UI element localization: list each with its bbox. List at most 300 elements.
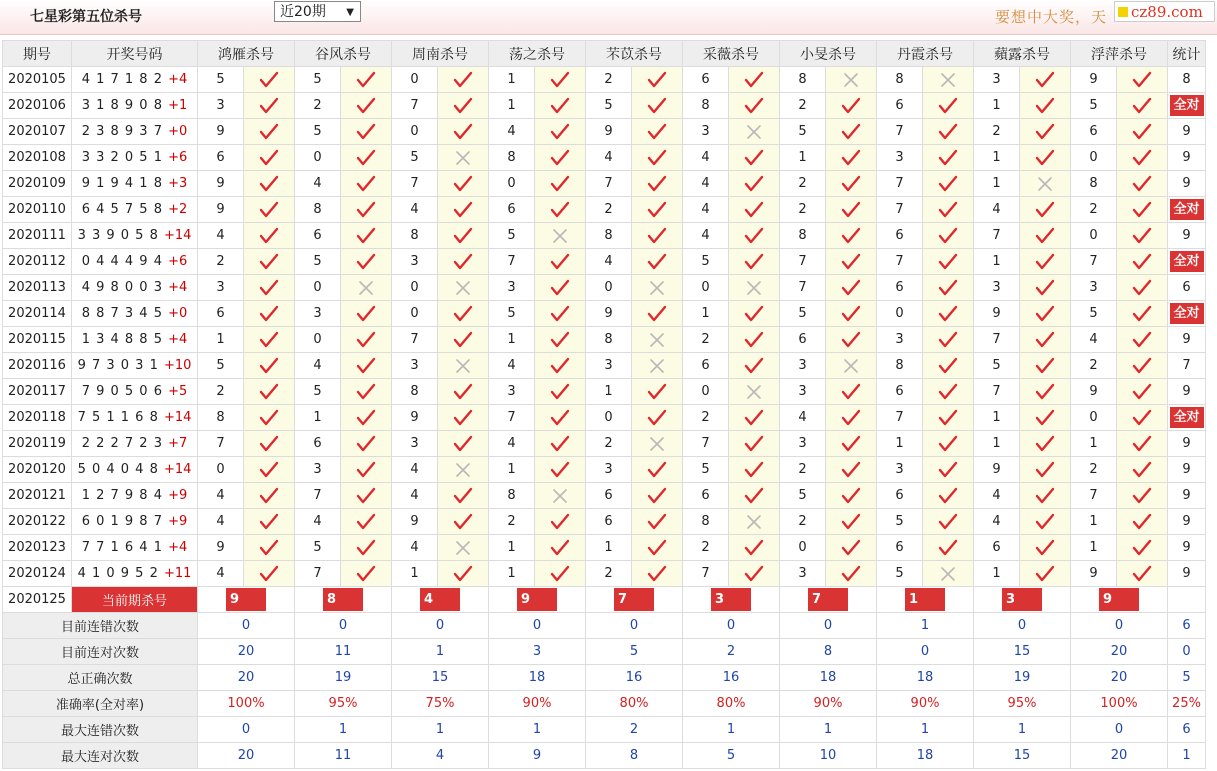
- check-mark-icon: [1132, 461, 1152, 479]
- check-mark-icon: [647, 149, 667, 167]
- hit-cell: [535, 457, 586, 483]
- kill-number: 5: [392, 145, 438, 171]
- summary-value: 0: [198, 613, 295, 639]
- hit-cell: [535, 275, 586, 301]
- check-mark-icon: [938, 201, 958, 219]
- cross-mark-icon: [453, 149, 473, 167]
- check-mark-icon: [259, 123, 279, 141]
- check-mark-icon: [938, 331, 958, 349]
- hit-cell: [341, 379, 392, 405]
- miss-cell: [535, 483, 586, 509]
- kill-number: 2: [780, 457, 826, 483]
- hit-cell: [826, 197, 877, 223]
- kill-number: 5: [295, 379, 341, 405]
- cross-mark-icon: [453, 461, 473, 479]
- kill-number: 4: [198, 483, 244, 509]
- stat-cell: 9: [1168, 379, 1206, 405]
- summary-value: 20: [1071, 743, 1168, 769]
- table-row: [3, 353, 1206, 379]
- check-mark-icon: [259, 71, 279, 89]
- hit-cell: [535, 93, 586, 119]
- summary-value: 18: [877, 665, 974, 691]
- hit-cell: [632, 249, 683, 275]
- check-mark-icon: [356, 253, 376, 271]
- check-mark-icon: [453, 435, 473, 453]
- hit-cell: [826, 93, 877, 119]
- site-logo[interactable]: [1114, 1, 1215, 22]
- hit-cell: [923, 145, 974, 171]
- stat-cell: 9: [1168, 535, 1206, 561]
- kill-number: 1: [974, 249, 1020, 275]
- hit-cell: [632, 457, 683, 483]
- check-mark-icon: [1132, 253, 1152, 271]
- cross-mark-icon: [550, 487, 570, 505]
- kill-number: 6: [586, 509, 632, 535]
- current-kill-cell: [295, 587, 392, 613]
- stat-cell: [1168, 249, 1206, 275]
- summary-value: 8: [780, 639, 877, 665]
- current-kill-cell: [198, 587, 295, 613]
- kill-number: 9: [974, 457, 1020, 483]
- period-id: 2020107: [3, 119, 72, 145]
- hit-cell: [632, 509, 683, 535]
- kill-number: 5: [780, 301, 826, 327]
- draw-digits: 6 4 5 7 5 8: [81, 202, 163, 217]
- check-mark-icon: [744, 175, 764, 193]
- kill-number: 1: [780, 145, 826, 171]
- table-row: [3, 145, 1206, 171]
- check-mark-icon: [938, 227, 958, 245]
- hit-cell: [1117, 275, 1168, 301]
- period-id: 2020114: [3, 301, 72, 327]
- draw-plus: +0: [168, 306, 188, 321]
- kill-number: 7: [974, 379, 1020, 405]
- hit-cell: [244, 93, 295, 119]
- hit-cell: [535, 249, 586, 275]
- draw-digits: 2 2 2 7 2 3: [81, 436, 163, 451]
- check-mark-icon: [356, 305, 376, 323]
- hit-cell: [341, 405, 392, 431]
- summary-value: 15: [974, 743, 1071, 769]
- table-body: [3, 67, 1206, 769]
- hit-cell: [535, 119, 586, 145]
- check-mark-icon: [550, 305, 570, 323]
- hit-cell: [1020, 249, 1071, 275]
- kill-number: 3: [683, 119, 729, 145]
- draw-digits: 3 3 2 0 5 1: [81, 150, 163, 165]
- kill-number: 1: [489, 67, 535, 93]
- cross-mark-icon: [841, 357, 861, 375]
- hit-cell: [438, 327, 489, 353]
- kill-number: 0: [586, 275, 632, 301]
- summary-value: 6: [1168, 717, 1206, 743]
- kill-number: 5: [974, 353, 1020, 379]
- hit-cell: [632, 301, 683, 327]
- check-mark-icon: [1035, 331, 1055, 349]
- hit-cell: [244, 379, 295, 405]
- draw-plus: +4: [168, 72, 188, 87]
- hit-cell: [1117, 171, 1168, 197]
- hit-cell: [1117, 457, 1168, 483]
- miss-cell: [438, 535, 489, 561]
- kill-number: 3: [877, 327, 923, 353]
- kill-number: 6: [295, 223, 341, 249]
- summary-value: 3: [489, 639, 586, 665]
- current-kill-number: 7: [808, 588, 848, 611]
- hit-cell: [1020, 431, 1071, 457]
- check-mark-icon: [938, 279, 958, 297]
- summary-label: 准确率(全对率): [3, 691, 198, 717]
- hit-cell: [244, 119, 295, 145]
- cross-mark-icon: [1035, 175, 1055, 193]
- check-mark-icon: [550, 435, 570, 453]
- check-mark-icon: [647, 305, 667, 323]
- hit-cell: [535, 197, 586, 223]
- check-mark-icon: [744, 409, 764, 427]
- hit-cell: [438, 483, 489, 509]
- current-kill-cell: [586, 587, 683, 613]
- draw-digits: 4 1 0 9 5 2: [77, 566, 159, 581]
- summary-value: 1: [295, 717, 392, 743]
- kill-number: 9: [198, 171, 244, 197]
- draw-digits: 3 3 9 0 5 8: [77, 228, 159, 243]
- hit-cell: [438, 171, 489, 197]
- hit-cell: [438, 379, 489, 405]
- hit-cell: [244, 561, 295, 587]
- check-mark-icon: [550, 71, 570, 89]
- check-mark-icon: [550, 97, 570, 115]
- summary-row: [3, 691, 1206, 717]
- summary-value: 18: [780, 665, 877, 691]
- cross-mark-icon: [647, 331, 667, 349]
- kill-number: 1: [586, 379, 632, 405]
- draw-digits: 5 0 4 0 4 8: [77, 462, 159, 477]
- column-header: 蘋露杀号: [974, 41, 1071, 67]
- kill-number: 8: [780, 223, 826, 249]
- kill-number: 1: [974, 405, 1020, 431]
- kill-number: 6: [877, 379, 923, 405]
- check-mark-icon: [356, 357, 376, 375]
- draw-number: [72, 145, 198, 171]
- draw-digits: 7 7 1 6 4 1: [81, 540, 163, 555]
- kill-number: 2: [780, 171, 826, 197]
- draw-number: [72, 93, 198, 119]
- hit-cell: [1117, 301, 1168, 327]
- stat-cell: [1168, 93, 1206, 119]
- kill-number: 5: [780, 483, 826, 509]
- draw-number: [72, 275, 198, 301]
- check-mark-icon: [841, 227, 861, 245]
- hit-cell: [826, 405, 877, 431]
- check-mark-icon: [938, 435, 958, 453]
- cross-mark-icon: [938, 71, 958, 89]
- check-mark-icon: [453, 253, 473, 271]
- draw-plus: +4: [168, 280, 188, 295]
- check-mark-icon: [841, 123, 861, 141]
- kill-number: 1: [489, 93, 535, 119]
- kill-number: 4: [586, 145, 632, 171]
- full-correct-badge: 全对: [1170, 251, 1204, 272]
- stat-cell: 9: [1168, 119, 1206, 145]
- hit-cell: [632, 197, 683, 223]
- kill-number: 6: [198, 301, 244, 327]
- kill-number: 9: [198, 535, 244, 561]
- check-mark-icon: [841, 97, 861, 115]
- period-id: 2020119: [3, 431, 72, 457]
- hit-cell: [1117, 509, 1168, 535]
- hit-cell: [826, 379, 877, 405]
- kill-number: 5: [877, 509, 923, 535]
- hit-cell: [1020, 457, 1071, 483]
- kill-number: 3: [780, 561, 826, 587]
- kill-number: 2: [198, 249, 244, 275]
- period-id: 2020109: [3, 171, 72, 197]
- draw-digits: 7 9 0 5 0 6: [81, 384, 163, 399]
- check-mark-icon: [841, 487, 861, 505]
- kill-number: 0: [683, 275, 729, 301]
- hit-cell: [1117, 327, 1168, 353]
- check-mark-icon: [453, 123, 473, 141]
- hit-cell: [826, 431, 877, 457]
- period-id: 2020115: [3, 327, 72, 353]
- kill-number: 6: [877, 223, 923, 249]
- hit-cell: [1020, 353, 1071, 379]
- current-kill-cell: [683, 587, 780, 613]
- kill-number: 4: [586, 249, 632, 275]
- column-header: 浮萍杀号: [1071, 41, 1168, 67]
- check-mark-icon: [1132, 175, 1152, 193]
- hit-cell: [923, 223, 974, 249]
- kill-number: 5: [586, 93, 632, 119]
- check-mark-icon: [550, 383, 570, 401]
- hit-cell: [923, 327, 974, 353]
- miss-cell: [341, 275, 392, 301]
- hit-cell: [244, 223, 295, 249]
- hit-cell: [1020, 223, 1071, 249]
- summary-label: 最大连错次数: [3, 717, 198, 743]
- hit-cell: [341, 145, 392, 171]
- hit-cell: [632, 379, 683, 405]
- check-mark-icon: [647, 253, 667, 271]
- summary-value: 80%: [586, 691, 683, 717]
- kill-number: 2: [1071, 197, 1117, 223]
- hit-cell: [244, 67, 295, 93]
- draw-digits: 4 1 7 1 8 2: [81, 72, 163, 87]
- check-mark-icon: [1035, 513, 1055, 531]
- check-mark-icon: [841, 409, 861, 427]
- summary-value: 0: [877, 639, 974, 665]
- miss-cell: [729, 379, 780, 405]
- hit-cell: [341, 119, 392, 145]
- stat-cell: [1168, 301, 1206, 327]
- cross-mark-icon: [744, 279, 764, 297]
- kill-number: 8: [489, 145, 535, 171]
- cross-mark-icon: [647, 279, 667, 297]
- miss-cell: [438, 457, 489, 483]
- kill-number: 7: [198, 431, 244, 457]
- kill-number: 2: [198, 379, 244, 405]
- check-mark-icon: [1035, 305, 1055, 323]
- check-mark-icon: [1132, 331, 1152, 349]
- hit-cell: [923, 509, 974, 535]
- check-mark-icon: [841, 253, 861, 271]
- period-select-value: 近20期: [280, 4, 326, 20]
- check-mark-icon: [259, 487, 279, 505]
- draw-number: [72, 327, 198, 353]
- summary-value: 1: [877, 613, 974, 639]
- hit-cell: [729, 561, 780, 587]
- kill-number: 3: [780, 379, 826, 405]
- kill-number: 3: [198, 275, 244, 301]
- summary-value: 19: [295, 665, 392, 691]
- miss-cell: [729, 275, 780, 301]
- check-mark-icon: [356, 435, 376, 453]
- current-kill-cell: [877, 587, 974, 613]
- draw-plus: +0: [168, 124, 188, 139]
- hit-cell: [632, 561, 683, 587]
- summary-value: 10: [780, 743, 877, 769]
- period-id: 2020118: [3, 405, 72, 431]
- hit-cell: [1020, 483, 1071, 509]
- check-mark-icon: [647, 201, 667, 219]
- period-id: 2020108: [3, 145, 72, 171]
- kill-number: 3: [974, 275, 1020, 301]
- current-period-id: 2020125: [3, 587, 72, 613]
- kill-number: 8: [392, 379, 438, 405]
- check-mark-icon: [841, 435, 861, 453]
- summary-value: 1: [780, 717, 877, 743]
- draw-number: [72, 197, 198, 223]
- draw-digits: 6 0 1 9 8 7: [81, 514, 163, 529]
- hit-cell: [826, 457, 877, 483]
- cross-mark-icon: [647, 435, 667, 453]
- check-mark-icon: [453, 487, 473, 505]
- kill-number: 2: [780, 93, 826, 119]
- summary-value: 5: [586, 639, 683, 665]
- check-mark-icon: [841, 149, 861, 167]
- kill-number: 5: [295, 119, 341, 145]
- check-mark-icon: [259, 539, 279, 557]
- current-kill-cell: [1071, 587, 1168, 613]
- kill-number: 5: [780, 119, 826, 145]
- check-mark-icon: [647, 123, 667, 141]
- kill-number: 0: [392, 275, 438, 301]
- kill-number: 0: [586, 405, 632, 431]
- draw-number: [72, 171, 198, 197]
- full-correct-badge: 全对: [1170, 199, 1204, 220]
- kill-number: 3: [295, 301, 341, 327]
- summary-row: [3, 743, 1206, 769]
- table-row: [3, 197, 1206, 223]
- hit-cell: [535, 535, 586, 561]
- hit-cell: [341, 67, 392, 93]
- check-mark-icon: [1035, 565, 1055, 583]
- kill-number: 0: [683, 379, 729, 405]
- kill-number: 6: [780, 327, 826, 353]
- table-row: [3, 535, 1206, 561]
- hit-cell: [632, 483, 683, 509]
- check-mark-icon: [744, 97, 764, 115]
- summary-value: 1: [392, 717, 489, 743]
- kill-number: 4: [683, 171, 729, 197]
- kill-number: 2: [586, 67, 632, 93]
- hit-cell: [535, 327, 586, 353]
- check-mark-icon: [1132, 357, 1152, 375]
- hit-cell: [1117, 67, 1168, 93]
- kill-number: 1: [586, 535, 632, 561]
- current-kill-number: 8: [323, 588, 363, 611]
- summary-label: 目前连对次数: [3, 639, 198, 665]
- hit-cell: [438, 405, 489, 431]
- kill-number: 4: [295, 353, 341, 379]
- summary-value: 1: [974, 717, 1071, 743]
- kill-number: 5: [1071, 93, 1117, 119]
- hit-cell: [1117, 535, 1168, 561]
- kill-number: 3: [489, 275, 535, 301]
- check-mark-icon: [744, 71, 764, 89]
- hit-cell: [244, 145, 295, 171]
- check-mark-icon: [1035, 71, 1055, 89]
- period-id: 2020123: [3, 535, 72, 561]
- hit-cell: [535, 379, 586, 405]
- kill-number: 3: [489, 379, 535, 405]
- period-select[interactable]: [274, 1, 361, 22]
- miss-cell: [826, 67, 877, 93]
- draw-number: [72, 431, 198, 457]
- check-mark-icon: [550, 201, 570, 219]
- check-mark-icon: [453, 201, 473, 219]
- kill-number: 3: [392, 249, 438, 275]
- column-header: 采薇杀号: [683, 41, 780, 67]
- check-mark-icon: [356, 149, 376, 167]
- kill-number: 3: [586, 457, 632, 483]
- hit-cell: [244, 249, 295, 275]
- check-mark-icon: [259, 331, 279, 349]
- stat-cell: 7: [1168, 353, 1206, 379]
- cross-mark-icon: [841, 71, 861, 89]
- kill-number: 4: [295, 509, 341, 535]
- miss-cell: [632, 327, 683, 353]
- check-mark-icon: [356, 71, 376, 89]
- summary-value: 5: [1168, 665, 1206, 691]
- summary-value: 16: [683, 665, 780, 691]
- draw-digits: 9 1 9 4 1 8: [81, 176, 163, 191]
- column-header: 统计: [1168, 41, 1206, 67]
- check-mark-icon: [453, 227, 473, 245]
- draw-plus: +5: [168, 384, 188, 399]
- kill-number: 9: [392, 509, 438, 535]
- check-mark-icon: [647, 175, 667, 193]
- check-mark-icon: [453, 175, 473, 193]
- kill-number: 1: [198, 327, 244, 353]
- draw-number: [72, 353, 198, 379]
- kill-number: 7: [877, 171, 923, 197]
- hit-cell: [535, 431, 586, 457]
- hit-cell: [438, 431, 489, 457]
- kill-number: 5: [1071, 301, 1117, 327]
- check-mark-icon: [647, 227, 667, 245]
- check-mark-icon: [356, 227, 376, 245]
- hit-cell: [632, 223, 683, 249]
- hit-cell: [438, 119, 489, 145]
- kill-number: 1: [683, 301, 729, 327]
- check-mark-icon: [356, 331, 376, 349]
- check-mark-icon: [938, 357, 958, 375]
- hit-cell: [729, 431, 780, 457]
- check-mark-icon: [356, 409, 376, 427]
- kill-number: 9: [974, 301, 1020, 327]
- cross-mark-icon: [453, 357, 473, 375]
